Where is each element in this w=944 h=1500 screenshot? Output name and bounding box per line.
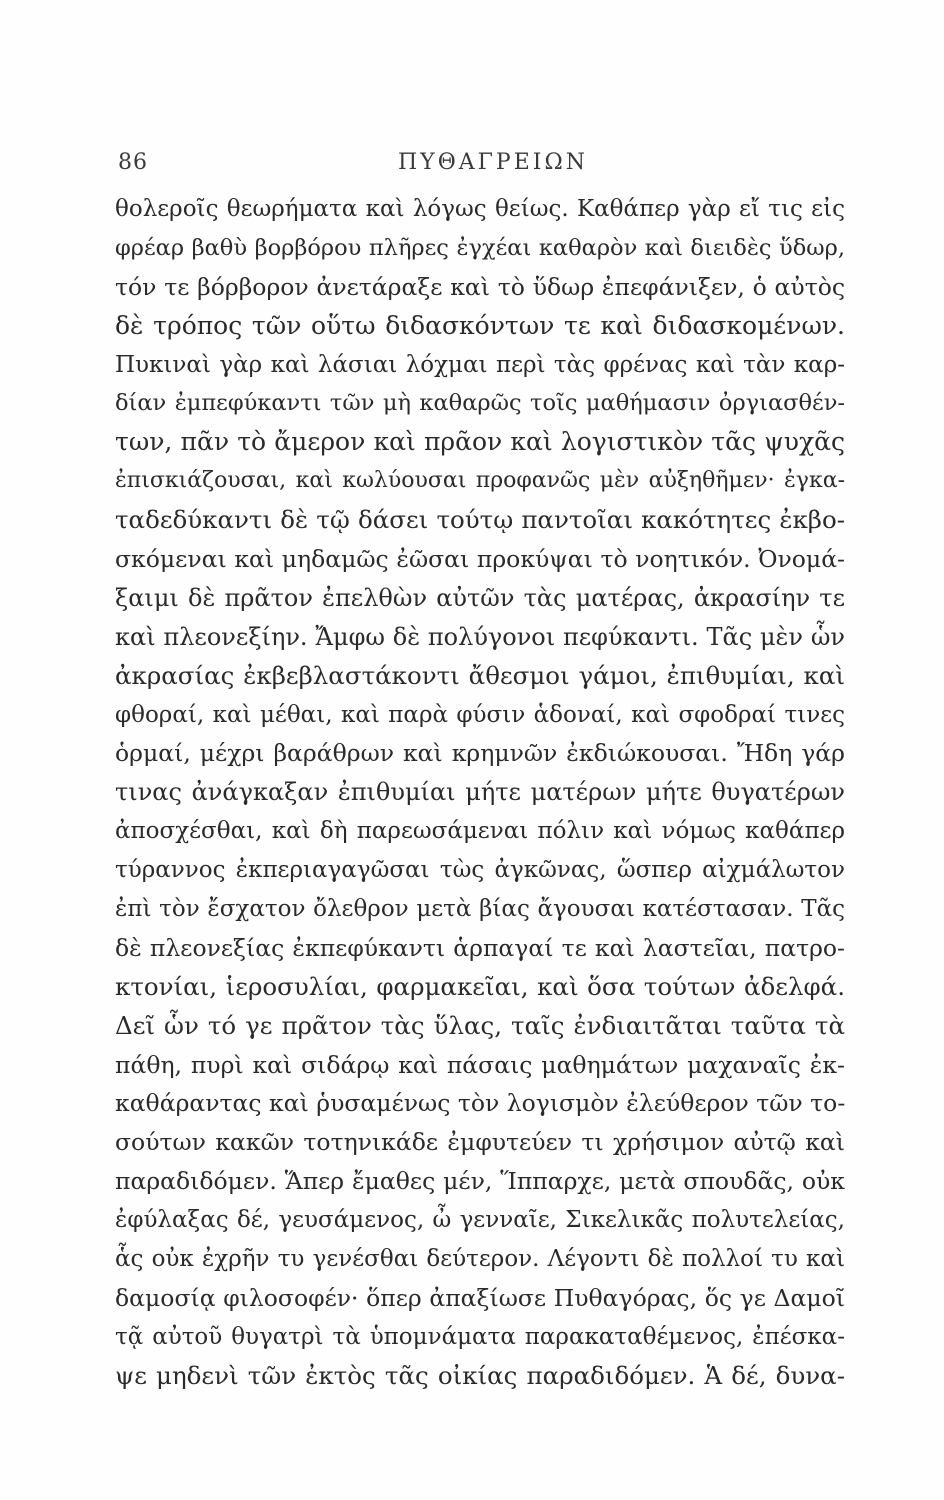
body-text [115, 190, 845, 1396]
running-title: ΠΥΘΑΓΡΕΙΩΝ [398, 150, 588, 175]
text-line: ἐφύλαξας δέ, γευσάμενος, ὦ γενναῖε, Σικελικᾶς πολυτελείας, [115, 1207, 845, 1234]
text-line: ψε μηδενὶ τῶν ἐκτὸς τᾶς οἰκίας παραδιδόμεν. Ἁ δέ, δυνα- [115, 1360, 845, 1390]
text-line: δὲ πλεονεξίας ἐκπεφύκαντι ἁρπαγαί τε καὶ λαστεῖαι, πατρο- [115, 933, 845, 962]
text-line: πάθη, πυρὶ καὶ σιδάρῳ καὶ πάσαις μαθημάτων μαχαναῖς ἐκ- [115, 1050, 845, 1079]
text-line: ξαιμι δὲ πρᾶτον ἐπελθὼν αὐτῶν τὰς ματέρας, ἀκρασίην τε [115, 583, 845, 612]
text-line: καὶ πλεονεξίην. Ἄμφω δὲ πολύγονοι πεφύκαντι. Τᾶς μὲν ὧν [115, 622, 845, 651]
text-line: σούτων κακῶν τοτηνικάδε ἐμφυτεύεν τι χρήσιμον αὐτῷ καὶ [115, 1128, 845, 1157]
text-line: ἇς οὐκ ἐχρῆν τυ γενέσθαι δεύτερον. Λέγοντι δὲ πολλοί τυ καὶ [115, 1246, 845, 1273]
text-line: των, πᾶν τὸ ἄμερον καὶ πρᾶον καὶ λογιστικὸν τᾶς ψυχᾶς [115, 427, 845, 457]
text-line: παραδιδόμεν. Ἅπερ ἔμαθες μέν, Ἵππαρχε, μετὰ σπουδᾶς, οὐκ [115, 1167, 845, 1196]
text-line: δὲ τρόπος τῶν οὕτω διδασκόντων τε καὶ διδασκομένων. [115, 310, 845, 340]
text-line: φρέαρ βαθὺ βορβόρου πλῆρες ἐγχέαι καθαρὸν καὶ διειδὲς ὕδωρ, [115, 234, 845, 261]
text-line: σκόμεναι καὶ μηδαμῶς ἐῶσαι προκύψαι τὸ νοητικόν. Ὀνομά- [115, 545, 845, 574]
text-line: ἐπὶ τὸν ἔσχατον ὄλεθρον μετὰ βίας ἄγουσαι κατέστασαν. Τᾶς [115, 896, 845, 923]
text-line: τύραννος ἐκπεριαγαγῶσαι τὼς ἀγκῶνας, ὥσπερ αἰχμάλωτον [115, 857, 845, 884]
text-line: τόν τε βόρβορον ἀνετάραξε καὶ τὸ ὕδωρ ἐπεφάνιξεν, ὁ αὐτὸς [115, 272, 845, 301]
text-line: Πυκιναὶ γὰρ καὶ λάσιαι λόχμαι περὶ τὰς φρένας καὶ τὰν καρ- [115, 351, 845, 378]
text-line: τᾷ αὐτοῦ θυγατρὶ τὰ ὑπομνάματα παρακαταθέμενος, ἐπέσκα- [115, 1323, 845, 1350]
running-head [118, 150, 838, 180]
text-line: φθοραί, καὶ μέθαι, καὶ παρὰ φύσιν ἁδοναί, καὶ σφοδραί τινες [115, 701, 845, 728]
text-line: δαμοσίᾳ φιλοσοφέν· ὅπερ ἀπαξίωσε Πυθαγόρας, ὅς γε Δαμοῖ [115, 1283, 845, 1312]
text-line: ταδεδύκαντι δὲ τῷ δάσει τούτῳ παντοῖαι κακότητες ἐκβο- [115, 505, 845, 535]
text-line: τινας ἀνάγκαξαν ἐπιθυμίαι μήτε ματέρων μήτε θυγατέρων [115, 778, 845, 807]
text-line: ὁρμαί, μέχρι βαράθρων καὶ κρημνῶν ἐκδιώκουσαι. Ἤδη γάρ [115, 739, 845, 768]
text-line: ἀποσχέσθαι, καὶ δὴ παρεωσάμεναι πόλιν καὶ νόμως καθάπερ [115, 818, 845, 845]
text-line: ἀκρασίας ἐκβεβλαστάκοντι ἄθεσμοι γάμοι, ἐπιθυμίαι, καὶ [115, 660, 845, 690]
text-line: καθάραντας καὶ ῥυσαμένως τὸν λογισμὸν ἐλεύθερον τῶν το- [115, 1089, 846, 1118]
text-line: δίαν ἐμπεφύκαντι τῶν μὴ καθαρῶς τοῖς μαθήμασιν ὀργιασθέν- [115, 390, 845, 417]
text-line: Δεῖ ὧν τό γε πρᾶτον τὰς ὕλας, ταῖς ἐνδιαιτᾶται ταῦτα τὰ [115, 1010, 845, 1040]
page-number: 86 [118, 150, 148, 175]
text-line: κτονίαι, ἱεροσυλίαι, φαρμακεῖαι, καὶ ὅσα τούτων ἀδελφά. [115, 971, 845, 1001]
text-line: ἐπισκιάζουσαι, καὶ κωλύουσαι προφανῶς μὲν αὐξηθῆμεν· ἐγκα- [115, 468, 845, 494]
text-line: θολεροῖς θεωρήματα καὶ λόγως θείως. Καθάπερ γὰρ εἴ τις εἰς [115, 196, 845, 222]
